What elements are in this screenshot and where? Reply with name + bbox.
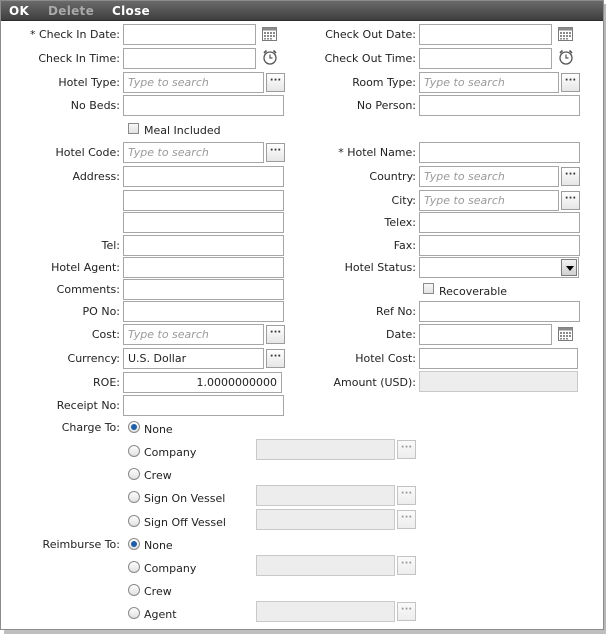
charge-to-company-lookup-button[interactable]: ··· — [397, 440, 416, 459]
hotel-status-select[interactable] — [419, 257, 579, 278]
check-out-date-label: Check Out Date: — [325, 28, 416, 41]
hotel-status-label: Hotel Status: — [344, 261, 416, 274]
reimburse-to-agent-input — [256, 601, 395, 622]
no-person-label: No Person: — [356, 99, 416, 112]
address-line-3-input[interactable] — [123, 212, 284, 233]
check-out-time-input[interactable] — [419, 48, 552, 69]
room-type-lookup-button[interactable]: ··· — [561, 73, 580, 92]
charge-to-crew-radio[interactable] — [128, 468, 140, 480]
cost-lookup-button[interactable]: ··· — [266, 325, 285, 344]
tel-input[interactable] — [123, 235, 284, 256]
dialog-shadow-bottom — [4, 630, 606, 634]
close-button[interactable]: Close — [112, 4, 150, 18]
reimburse-to-agent-radio[interactable] — [128, 607, 140, 619]
recoverable-label: Recoverable — [439, 285, 508, 298]
country-label: Country: — [369, 170, 416, 183]
hotel-cost-label: Hotel Cost: — [355, 352, 416, 365]
charge-to-sign-on-vessel-label: Sign On Vessel — [144, 492, 226, 505]
charge-to-none-label: None — [144, 423, 173, 436]
po-no-input[interactable] — [123, 301, 284, 322]
date-input[interactable] — [419, 324, 552, 345]
country-search-input[interactable]: Type to search — [419, 166, 559, 187]
charge-to-label: Charge To: — [61, 421, 120, 434]
calendar-icon[interactable] — [558, 27, 573, 41]
check-out-time-label: Check Out Time: — [324, 52, 416, 65]
chevron-down-icon[interactable] — [561, 259, 577, 276]
reimburse-to-none-radio[interactable] — [128, 538, 140, 550]
charge-to-company-label: Company — [144, 446, 197, 459]
hotel-cost-input[interactable] — [419, 348, 578, 369]
charge-to-company-input — [256, 439, 395, 460]
currency-input[interactable]: U.S. Dollar — [123, 348, 264, 369]
hotel-name-label: * Hotel Name: — [338, 146, 416, 159]
room-type-search-input[interactable]: Type to search — [419, 72, 559, 93]
city-label: City: — [391, 194, 416, 207]
delete-button[interactable]: Delete — [48, 4, 95, 18]
charge-to-sign-on-vessel-lookup-button[interactable]: ··· — [397, 486, 416, 505]
check-in-time-label: Check In Time: — [38, 52, 120, 65]
receipt-no-input[interactable] — [123, 395, 284, 416]
address-line-1-input[interactable] — [123, 166, 284, 187]
telex-label: Telex: — [384, 216, 416, 229]
reimburse-to-agent-lookup-button[interactable]: ··· — [397, 602, 416, 621]
charge-to-sign-off-vessel-input — [256, 509, 395, 530]
amount-usd-label: Amount (USD): — [333, 376, 416, 389]
reimburse-to-label: Reimburse To: — [42, 538, 120, 551]
hotel-type-lookup-button[interactable]: ··· — [266, 73, 285, 92]
cost-label: Cost: — [91, 328, 120, 341]
roe-input[interactable]: 1.0000000000 — [123, 372, 282, 393]
meal-included-label: Meal Included — [144, 124, 221, 137]
address-line-2-input[interactable] — [123, 190, 284, 211]
calendar-icon[interactable] — [558, 327, 573, 341]
reimburse-to-company-input — [256, 555, 395, 576]
fax-input[interactable] — [419, 235, 580, 256]
hotel-code-search-input[interactable]: Type to search — [123, 142, 264, 163]
meal-included-checkbox[interactable] — [128, 123, 139, 134]
amount-usd-input — [419, 371, 578, 392]
charge-to-sign-off-vessel-lookup-button[interactable]: ··· — [397, 510, 416, 529]
reimburse-to-none-label: None — [144, 539, 173, 552]
reimburse-to-company-lookup-button[interactable]: ··· — [397, 556, 416, 575]
hotel-code-lookup-button[interactable]: ··· — [266, 143, 285, 162]
charge-to-crew-label: Crew — [144, 469, 172, 482]
cost-search-input[interactable]: Type to search — [123, 324, 264, 345]
fax-label: Fax: — [393, 239, 416, 252]
recoverable-checkbox[interactable] — [423, 283, 434, 294]
toolbar — [1, 1, 603, 21]
hotel-type-label: Hotel Type: — [58, 76, 120, 89]
city-lookup-button[interactable]: ··· — [561, 191, 580, 210]
calendar-icon[interactable] — [262, 27, 277, 41]
ref-no-label: Ref No: — [376, 305, 416, 318]
charge-to-sign-off-vessel-radio[interactable] — [128, 515, 140, 527]
reimburse-to-agent-label: Agent — [144, 608, 177, 621]
hotel-name-input[interactable] — [419, 142, 580, 163]
clock-icon[interactable] — [262, 49, 278, 65]
charge-to-sign-on-vessel-radio[interactable] — [128, 491, 140, 503]
receipt-no-label: Receipt No: — [56, 399, 120, 412]
check-in-date-input[interactable] — [123, 24, 256, 45]
check-out-date-input[interactable] — [419, 24, 552, 45]
charge-to-sign-on-vessel-input — [256, 485, 395, 506]
reimburse-to-company-radio[interactable] — [128, 561, 140, 573]
reimburse-to-crew-radio[interactable] — [128, 584, 140, 596]
tel-label: Tel: — [101, 239, 120, 252]
no-beds-input[interactable] — [123, 95, 284, 116]
comments-label: Comments: — [56, 283, 120, 296]
no-beds-label: No Beds: — [70, 99, 120, 112]
date-label: Date: — [386, 328, 416, 341]
hotel-agent-input[interactable] — [123, 257, 284, 278]
currency-label: Currency: — [67, 352, 120, 365]
check-in-date-label: * Check In Date: — [29, 28, 120, 41]
clock-icon[interactable] — [558, 49, 574, 65]
hotel-agent-label: Hotel Agent: — [51, 261, 120, 274]
address-label: Address: — [72, 170, 120, 183]
ok-button[interactable]: OK — [9, 4, 30, 18]
reimburse-to-crew-label: Crew — [144, 585, 172, 598]
reimburse-to-company-label: Company — [144, 562, 197, 575]
country-lookup-button[interactable]: ··· — [561, 167, 580, 186]
city-search-input[interactable]: Type to search — [419, 190, 559, 211]
ref-no-input[interactable] — [419, 301, 580, 322]
telex-input[interactable] — [419, 212, 580, 233]
charge-to-sign-off-vessel-label: Sign Off Vessel — [144, 516, 226, 529]
charge-to-none-radio[interactable] — [128, 421, 140, 433]
hotel-type-search-input[interactable]: Type to search — [123, 72, 264, 93]
no-person-input[interactable] — [419, 95, 580, 116]
room-type-label: Room Type: — [352, 76, 416, 89]
currency-lookup-button[interactable]: ··· — [266, 349, 285, 368]
charge-to-company-radio[interactable] — [128, 445, 140, 457]
po-no-label: PO No: — [82, 305, 120, 318]
check-in-time-input[interactable] — [123, 48, 256, 69]
roe-label: ROE: — [93, 376, 120, 389]
hotel-code-label: Hotel Code: — [55, 146, 120, 159]
comments-input[interactable] — [123, 279, 284, 300]
